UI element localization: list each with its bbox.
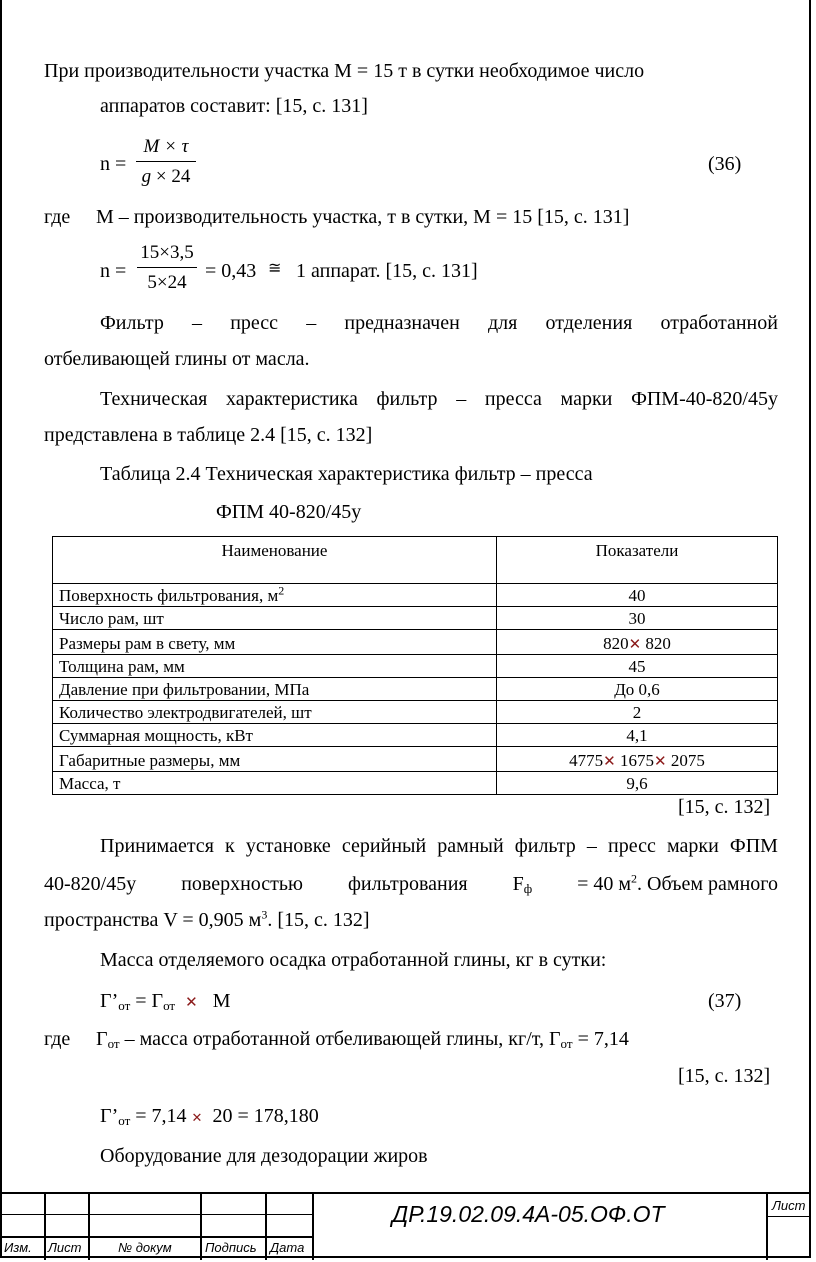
para1-line-1: Фильтр – пресс – предназначен для отделения отработанной xyxy=(100,312,778,334)
table-row: Суммарная мощность, кВт 4,1 xyxy=(53,724,778,747)
table-source: [15, с. 132] xyxy=(678,796,771,818)
para1-line-2: отбеливающей глины от масла. xyxy=(44,348,310,370)
multiply-icon: ✕ xyxy=(628,635,642,653)
stamp-col-doc: № докум xyxy=(118,1240,172,1255)
where2-text: $Г_{от}$ – масса отработанной отбеливающей глины, кг/т, $Г_{от} = 7,14$ xyxy=(96,1028,629,1051)
eq36-fraction-bar xyxy=(136,161,196,162)
table-row: Количество электродвигателей, шт 2 xyxy=(53,701,778,724)
para3-line-2: 40-820/45у поверхностью фильтрования $F_ф$ = 40 $м^2$. Объем рамного xyxy=(44,871,778,896)
stamp-col-list: Лист xyxy=(48,1240,82,1255)
eq36-lhs: n = xyxy=(100,153,127,175)
calc1-denominator: 5×24 xyxy=(147,272,187,293)
multiply-icon: ✕ xyxy=(191,1111,203,1126)
approx-symbol: ≅ xyxy=(268,260,282,277)
intro-line-1: При производительности участка М = 15 т в сутки необходимое число xyxy=(44,60,645,82)
table-row: Давление при фильтровании, МПа До 0,6 xyxy=(53,678,778,701)
calc1-result: = 0,43 xyxy=(205,260,257,282)
table-caption-line-1: Таблица 2.4 Техническая характеристика фильтр – пресса xyxy=(100,463,593,485)
para3-line-3: пространства V = 0,905 $м^3$. [15, с. 132] xyxy=(44,907,370,931)
title-block xyxy=(0,1192,811,1260)
calc1-lhs: n = xyxy=(100,260,127,282)
table-row: Число рам, шт 30 xyxy=(53,607,778,630)
table-caption-line-2: ФПМ 40-820/45у xyxy=(216,501,362,523)
para4: Масса отделяемого осадка отработанной глины, кг в сутки: xyxy=(100,949,607,971)
table-row: Габаритные размеры, мм 4775✕ 1675✕ 2075 xyxy=(53,747,778,772)
eq37-formula: $Г’_{от} = Г_{от}$ ✕ М xyxy=(100,990,231,1013)
table-header-row xyxy=(53,537,778,584)
multiply-icon: ✕ xyxy=(603,752,616,770)
header-value: Показатели xyxy=(497,537,778,584)
eq37-number: (37) xyxy=(708,990,742,1012)
eq36-number: (36) xyxy=(708,153,742,175)
multiply-icon: ✕ xyxy=(654,752,667,770)
where1-label: где xyxy=(44,206,71,228)
para5: Оборудование для дезодорации жиров xyxy=(100,1145,428,1167)
para2-line-1: Техническая характеристика фильтр – пресса марки ФПМ-40-820/45у xyxy=(100,388,778,410)
header-name: Наименование xyxy=(53,537,497,584)
intro-line-2: аппаратов составит: [15, с. 131] xyxy=(100,95,368,117)
where2-label: где xyxy=(44,1028,71,1050)
where1-text: М – производительность участка, т в сутки, М = 15 [15, с. 131] xyxy=(96,206,630,228)
table-row: Поверхность фильтрования, $м^2$ 40 xyxy=(53,584,778,607)
calc1-conclusion: 1 аппарат. [15, с. 131] xyxy=(296,260,478,282)
calc1-fraction-bar xyxy=(137,267,197,268)
stamp-col-date: Дата xyxy=(270,1240,305,1255)
stamp-col-sign: Подпись xyxy=(205,1240,257,1255)
eq36-numerator: M × τ xyxy=(143,136,189,157)
stamp-sheet-label: Лист xyxy=(772,1198,806,1213)
para3-line-1: Принимается к установке серийный рамный фильтр – пресс марки ФПМ xyxy=(100,835,778,857)
calc1-numerator: 15×3,5 xyxy=(140,242,194,263)
para2-line-2: представлена в таблице 2.4 [15, с. 132] xyxy=(44,424,373,446)
calc2-formula: $Г’_{от} = 7,14$ ✕ 20 = 178,180 xyxy=(100,1105,319,1128)
document-code: ДР.19.02.09.4А-05.ОФ.ОТ xyxy=(392,1201,665,1227)
table-row: Масса, т 9,6 xyxy=(53,772,778,795)
spec-table xyxy=(52,536,778,795)
stamp-col-izm: Изм. xyxy=(4,1240,32,1255)
table-row: Толщина рам, мм 45 xyxy=(53,655,778,678)
where2-source: [15, с. 132] xyxy=(678,1065,771,1087)
multiply-icon: ✕ xyxy=(185,993,198,1011)
table-row: Размеры рам в свету, мм 820✕ 820 xyxy=(53,630,778,655)
eq36-denominator: g × 24 xyxy=(141,166,191,187)
